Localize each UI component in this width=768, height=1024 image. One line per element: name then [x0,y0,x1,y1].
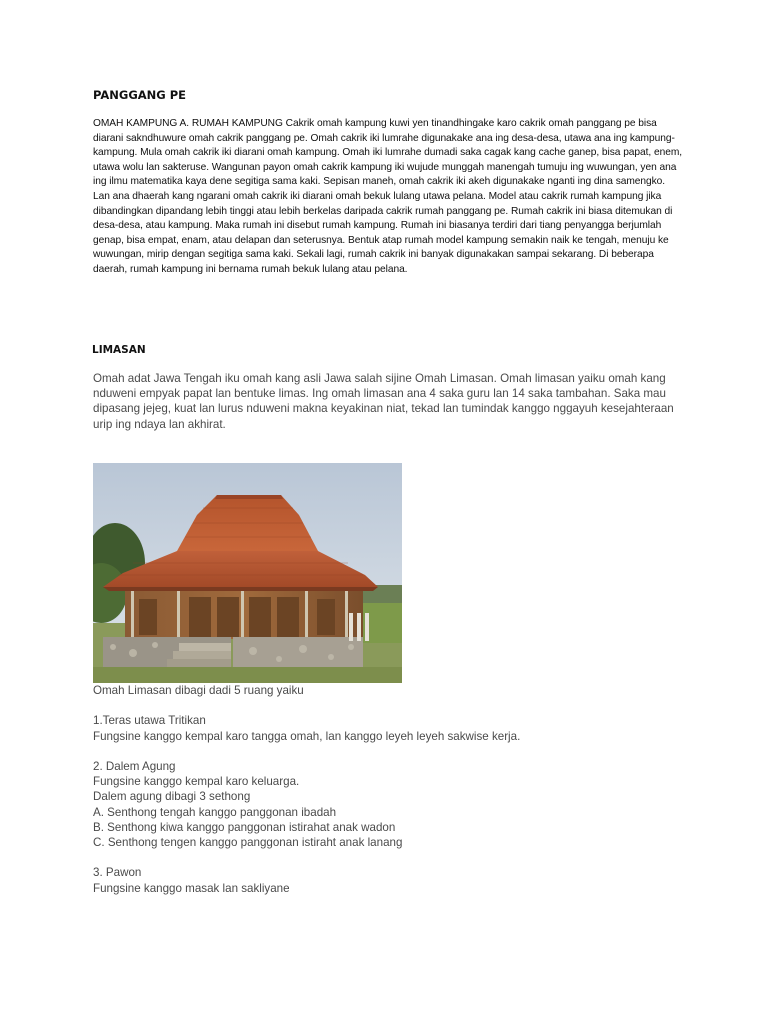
list-line: Fungsine kanggo kempal karo keluarga. [93,775,300,789]
list-line: Fungsine kanggo masak lan sakliyane [93,881,290,895]
list-line: Dalem agung dibagi 3 sethong [93,790,251,804]
list-line: Fungsine kanggo kempal karo tangga omah, lan kanggo leyeh leyeh sakwise kerja. [93,729,521,743]
list-line [93,850,693,865]
section-title-limasan: LIMASAN [92,344,146,356]
section-body-panggang-pe: OMAH KAMPUNG A. RUMAH KAMPUNG Cakrik omah kampung kuwi yen tinandhingake karo cakrik omah panggang pe bisa diarani sakndhuwure omah cakrik panggang pe. Omah cakrik iki lumrahe digunakake ana ing desa-desa, utawa ana ing kampung-kampung. Mula omah cakrik iki diarani omah kampung. Omah iki lumrahe dumadi saka cagak kang cache ganep, bisa papat, enem, utawa wolu lan sakteruse. Wangunan payon omah cakrik kampung iki wujude munggah manengah tumuju ing wuwungan, yen ana ing ilmu matematika kaya dene segitiga sama kaki. Sepisan maneh, omah cakrik iki akeh digunakake nganti ing dina samengko. Lan ana dhaerah kang ngarani omah cakrik iki diarani omah bekuk lulang utawa pelana. Model atau cakrik rumah kampung jika dibandingkan dipandang lebih tinggi atau lebih berkelas daripada cakrik rumah panggang pe. Rumah cakrik ini biasa ditemukan di desa-desa, atau kampung. Maka rumah ini disebut rumah kampung. Rumah ini biasanya terdiri dari tiang penyangga berjumlah genap, bisa empat, enam, atau delapan dan seterusnya. Bentuk atap rumah model kampung semakin naik ke tengah, menuju ke wuwungan, mirip dengan segitiga sama kaki. Sekali lagi, rumah cakrik ini banyak digunakakan sampai sekarang. Di beberapa daerah, rumah kampung ini bernama rumah bekuk lulang atau pelana. [93,118,683,275]
list-line: C. Senthong tengen kanggo panggonan istiraht anak lanang [93,836,403,849]
list-line [93,744,693,759]
section-title-panggang-pe: PANGGANG PE [93,88,187,102]
list-line: B. Senthong kiwa kanggo panggonan istirahat anak wadon [93,820,396,834]
room-list [93,683,693,896]
list-line: 2. Dalem Agung [93,759,176,773]
list-line: 1.Teras utawa Tritikan [93,714,206,728]
list-line: A. Senthong tengah kanggo panggonan ibadah [93,805,337,819]
list-line [93,698,693,713]
limasan-house-photo [93,463,402,683]
list-line: 3. Pawon [93,866,142,880]
section-body-limasan: Omah adat Jawa Tengah iku omah kang asli Jawa salah sijine Omah Limasan. Omah limasan yaiku omah kang nduweni empyak papat lan bentuke limas. Ing omah limasan ana 4 saka guru lan 14 saka tambahan. Saka mau dipasang jejeg, kuat lan lurus nduweni makna keyakinan niat, tekad lan tumindak kanggo nggayuh kesejahteraan urip ing ndaya lan akhirat. [93,372,674,431]
list-line: Omah Limasan dibagi dadi 5 ruang yaiku [93,684,304,697]
